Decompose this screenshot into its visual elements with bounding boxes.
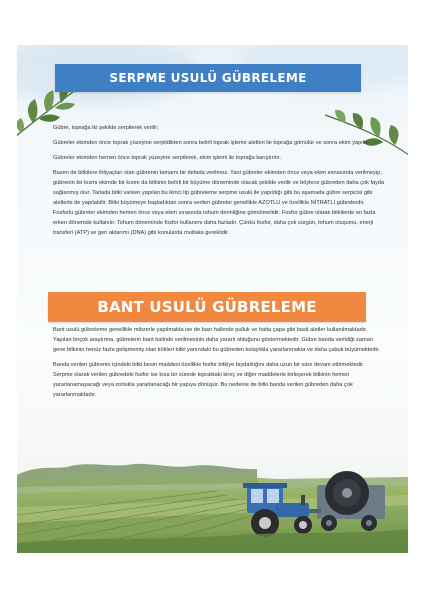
paragraph: Bant usulü gübreleme genellikle mibzerle yapılmakta ise de bazı hallerde pulluk ve hatta çapa gibi basit aletler kullanılmaktadır. Yapılan birçok araştırma, gübrelerin bant halinde verilmesinin daha yararlı olduğunu göstermektedir. Gübre banda verildiği zaman gene bitkinin henüz fazla gelişmemiş olan kökleri bitki yanındaki bu gübreden kolaylıkla yararlanmakta ve daha çabuk büyümektedir. <box>53 327 380 353</box>
section-title-serpme: SERPME USULÜ GÜBRELEME <box>55 64 361 92</box>
farm-field-illustration <box>17 425 408 553</box>
paragraph: Gübre, toprağa iki şekilde serpilerek verilir; <box>53 125 159 131</box>
section-title-bant: BANT USULÜ GÜBRELEME <box>48 292 366 322</box>
paragraph: Banda verilen gübrenin içindeki bitki besin maddesi özellikle fosfor bitkiye faydalılığını daha uzun bir süre devam ettirmektedir. Serpme olarak verilen gübredeki fosfor ise kısa bir sürede topraktaki kireç ve diğer maddelerle birleşerek bitkinin hemen yararlanamayacağı veya zorlukla yararlanacağı bir yapıya dönüşür. Bu nedenle de bitki banda verilen gübreden daha çok yararlanmaktadır. <box>53 362 365 398</box>
section-body-bant <box>53 325 385 405</box>
paragraph: Bazen de bitkilere ihtiyaçları olan gübrenin tamamı bir defada verilmez. Yani gübreler ekimden önce veya ekim esnasında verilmeyip, gübrenin bir kısmı ekimde bir kısmı da bitkinin belirli bir büyüme döneminde olacak şekilde verilir ve böylece gübreden daha çok fayda sağlanmış olur. Tarlada bitki varken yapılan bu ikinci tip gübreleme serpme usulü ile yapıldığı gibi bu aşamada gübre serpicisi gibi aletlerle de yapılabilir. Bitki büyümeye başladıktan sonra verilen gübreler genellikle AZOTLU ve özellikle NİTRATLI gübrelerdir. Fosforlu gübreler ekimden hemen önce veya ekim sırasında tohum derinliğine gömülmelidir. Fosfor gübre olarak bitkilerde en fazla erken dönemde kullanılır. Tohum döneminde fosfor kullanımı daha fazladır. Çünkü fosfor, daha çok sürgün, tohum oluşumu, enerji transferi (ATP) ve gen aktarımı (DNA) gibi konularda mutlaka gereklidir. <box>53 170 385 236</box>
paragraph: Gübreler ekimden önce toprak yüzeyine serpildikten sonra belirli toprak işleme aletleri ile toprağa gömülür ve sonra ekim yapılır. <box>53 140 369 146</box>
brochure-page <box>17 45 408 553</box>
section-body-serpme <box>53 123 385 243</box>
paragraph: Gübreler ekimden hemen önce toprak yüzeyine serpilerek, ekim işlemi ile toprağa karıştırılır. <box>53 155 281 161</box>
